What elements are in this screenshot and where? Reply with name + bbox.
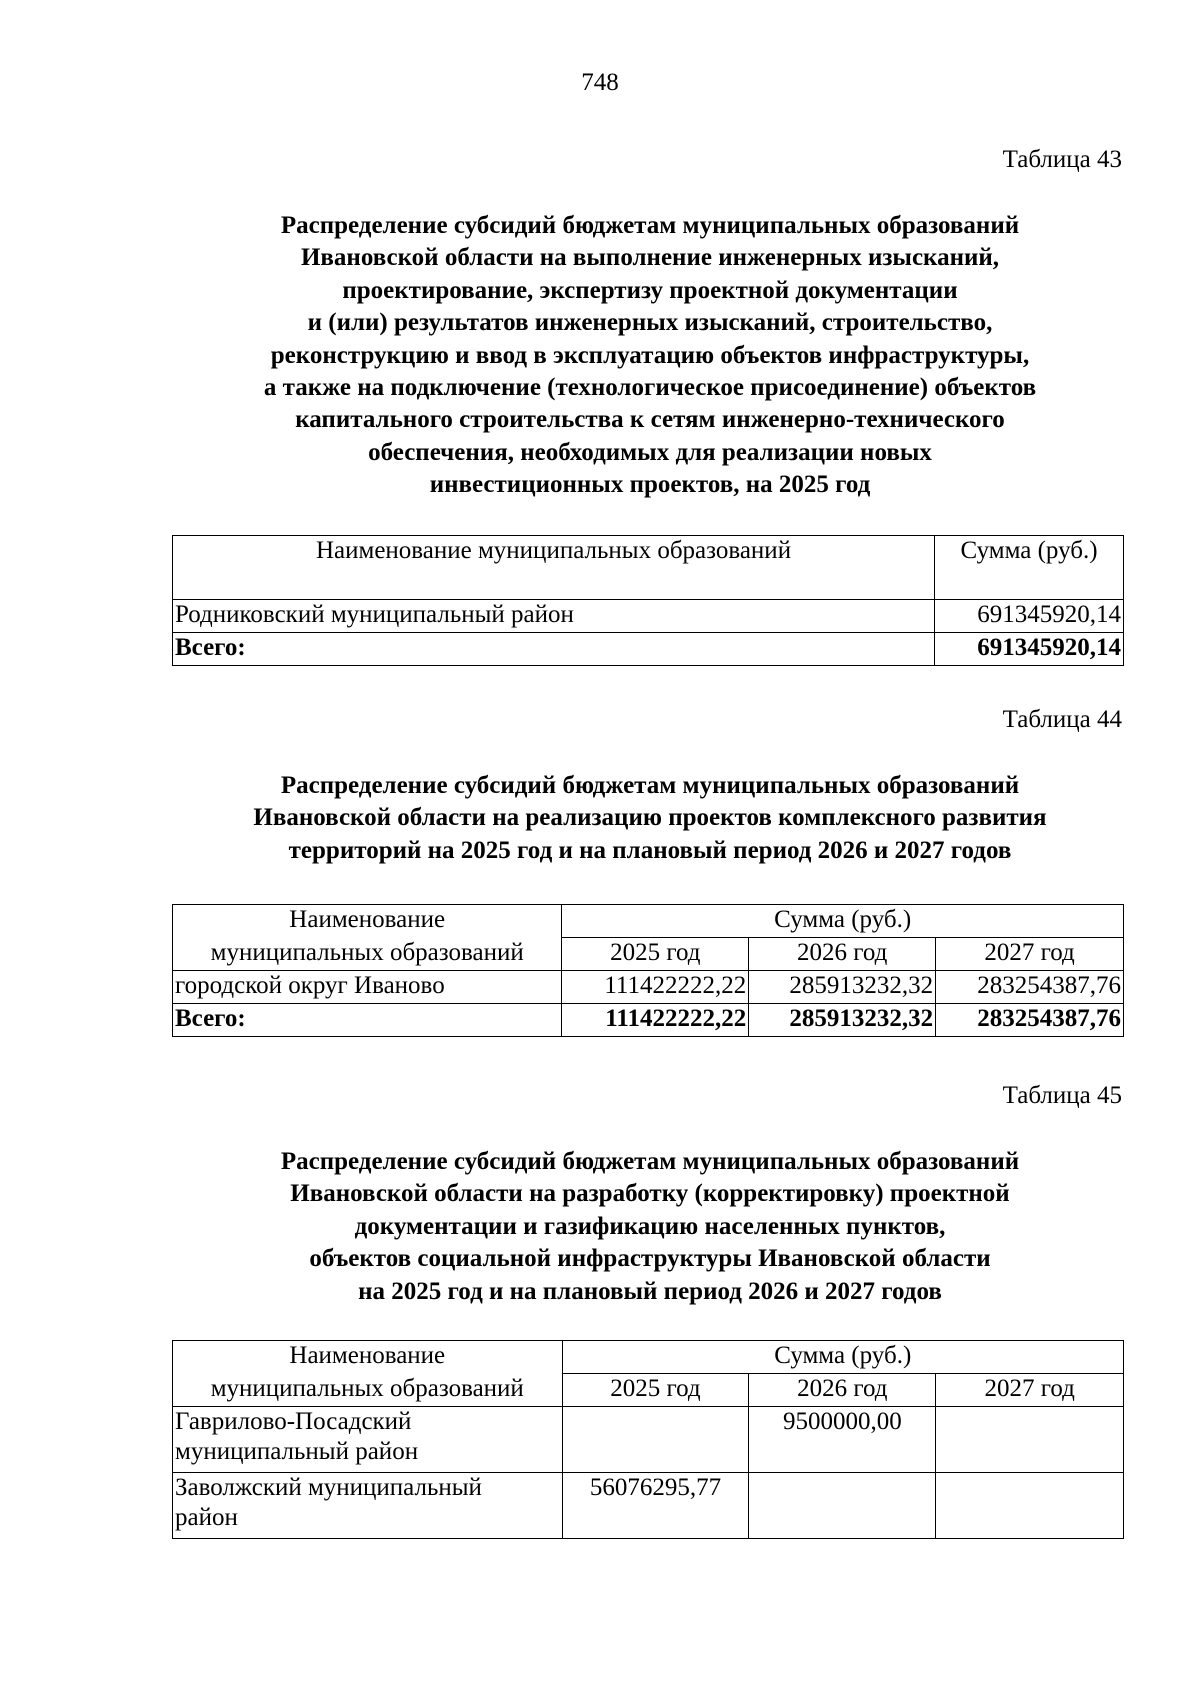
- header-year-cell: 2025 год: [562, 1374, 749, 1407]
- title-line: Распределение субсидий бюджетам муниципальных образований: [280, 772, 1020, 799]
- title-line: территорий на 2025 год и на плановый период 2026 и 2027 годов: [288, 836, 1012, 864]
- total-value-cell: 283254387,76: [936, 1004, 1124, 1037]
- title-line: Ивановской области на реализацию проектов комплексного развития: [253, 804, 1047, 832]
- total-label-cell: Всего:: [173, 633, 935, 666]
- value-cell: [749, 1473, 936, 1539]
- title-line: проектирование, экспертизу проектной документации: [342, 276, 958, 304]
- value-cell: 111422222,22: [562, 971, 749, 1004]
- total-sum-cell: 691345920,14: [935, 633, 1124, 666]
- header-name-cell: Наименование: [173, 1341, 563, 1374]
- value-cell: [936, 1407, 1124, 1473]
- municipality-cell: [173, 1407, 563, 1473]
- title-line: Ивановской области на выполнение инженерных изысканий,: [300, 244, 1000, 272]
- value-cell: 283254387,76: [936, 971, 1124, 1004]
- table-header-row: [173, 905, 1124, 938]
- title-line: а также на подключение (технологическое присоединение) объектов: [263, 374, 1037, 402]
- header-sum-cell: Сумма (руб.): [935, 536, 1124, 600]
- municipality-name-line: Гаврилово-Посадский: [175, 1408, 412, 1435]
- table-45-title: [130, 1146, 1170, 1308]
- title-line: объектов социальной инфраструктуры Ивановской области: [309, 1245, 991, 1273]
- table-header-row: [173, 1374, 1124, 1407]
- page-number: 748: [581, 69, 619, 96]
- header-name-cell: муниципальных образований: [173, 938, 562, 971]
- header-name-cell: муниципальных образований: [173, 1374, 563, 1407]
- title-line: обеспечения, необходимых для реализации новых: [368, 438, 932, 466]
- header-sum-cell: Сумма (руб.): [562, 905, 1124, 938]
- header-name-cell: Наименование: [173, 905, 562, 938]
- value-cell: [562, 1407, 749, 1473]
- value-cell: 285913232,32: [749, 971, 936, 1004]
- header-sum-cell: Сумма (руб.): [562, 1341, 1123, 1374]
- value-cell: [936, 1473, 1124, 1539]
- municipality-name-line: Заволжский муниципальный: [175, 1474, 482, 1501]
- title-line: Распределение субсидий бюджетам муниципальных образований: [280, 212, 1020, 239]
- table-43: [172, 535, 1124, 666]
- title-line: капитального строительства к сетям инженерно-технического: [295, 406, 1005, 434]
- table-44: [172, 904, 1124, 1037]
- header-year-cell: 2025 год: [562, 938, 749, 971]
- table-44-label: Таблица 44: [1002, 706, 1122, 733]
- total-row: [173, 633, 1124, 666]
- table-45-label: Таблица 45: [1002, 1082, 1122, 1109]
- table-row: [173, 600, 1124, 633]
- header-year-cell: 2027 год: [936, 1374, 1124, 1407]
- header-year-cell: 2026 год: [749, 1374, 936, 1407]
- municipality-cell: Родниковский муниципальный район: [173, 600, 935, 633]
- title-line: реконструкцию и ввод в эксплуатацию объектов инфраструктуры,: [270, 341, 1030, 369]
- header-name-cell: Наименование муниципальных образований: [173, 536, 935, 600]
- title-line: документации и газификацию населенных пунктов,: [354, 1212, 946, 1240]
- title-line: инвестиционных проектов, на 2025 год: [429, 471, 871, 499]
- municipality-cell: городской округ Иваново: [173, 971, 562, 1004]
- table-43-label: Таблица 43: [1002, 146, 1122, 173]
- header-year-cell: 2027 год: [936, 938, 1124, 971]
- total-value-cell: 111422222,22: [562, 1004, 749, 1037]
- table-44-title: [130, 770, 1170, 867]
- total-label-cell: Всего:: [173, 1004, 562, 1037]
- table-row: [173, 971, 1124, 1004]
- municipality-name-line: район: [175, 1504, 238, 1531]
- table-43-title: [130, 210, 1170, 502]
- total-value-cell: 285913232,32: [749, 1004, 936, 1037]
- table-header-row: [173, 536, 1124, 600]
- title-line: Ивановской области на разработку (корректировку) проектной: [290, 1180, 1010, 1208]
- table-header-row: [173, 938, 1124, 971]
- title-line: Распределение субсидий бюджетам муниципальных образований: [280, 1148, 1020, 1175]
- table-header-row: [173, 1341, 1124, 1374]
- sum-cell: 691345920,14: [935, 600, 1124, 633]
- header-year-cell: 2026 год: [749, 938, 936, 971]
- municipality-cell: [173, 1473, 563, 1539]
- table-row: [173, 1473, 1124, 1539]
- title-line: и (или) результатов инженерных изысканий, строительство,: [307, 309, 993, 337]
- value-cell: 56076295,77: [562, 1473, 749, 1539]
- table-row: [173, 1407, 1124, 1473]
- municipality-name-line: муниципальный район: [175, 1438, 419, 1465]
- value-cell: 9500000,00: [749, 1407, 936, 1473]
- title-line: на 2025 год и на плановый период 2026 и 2027 годов: [358, 1277, 942, 1305]
- total-row: [173, 1004, 1124, 1037]
- table-45: [172, 1340, 1124, 1539]
